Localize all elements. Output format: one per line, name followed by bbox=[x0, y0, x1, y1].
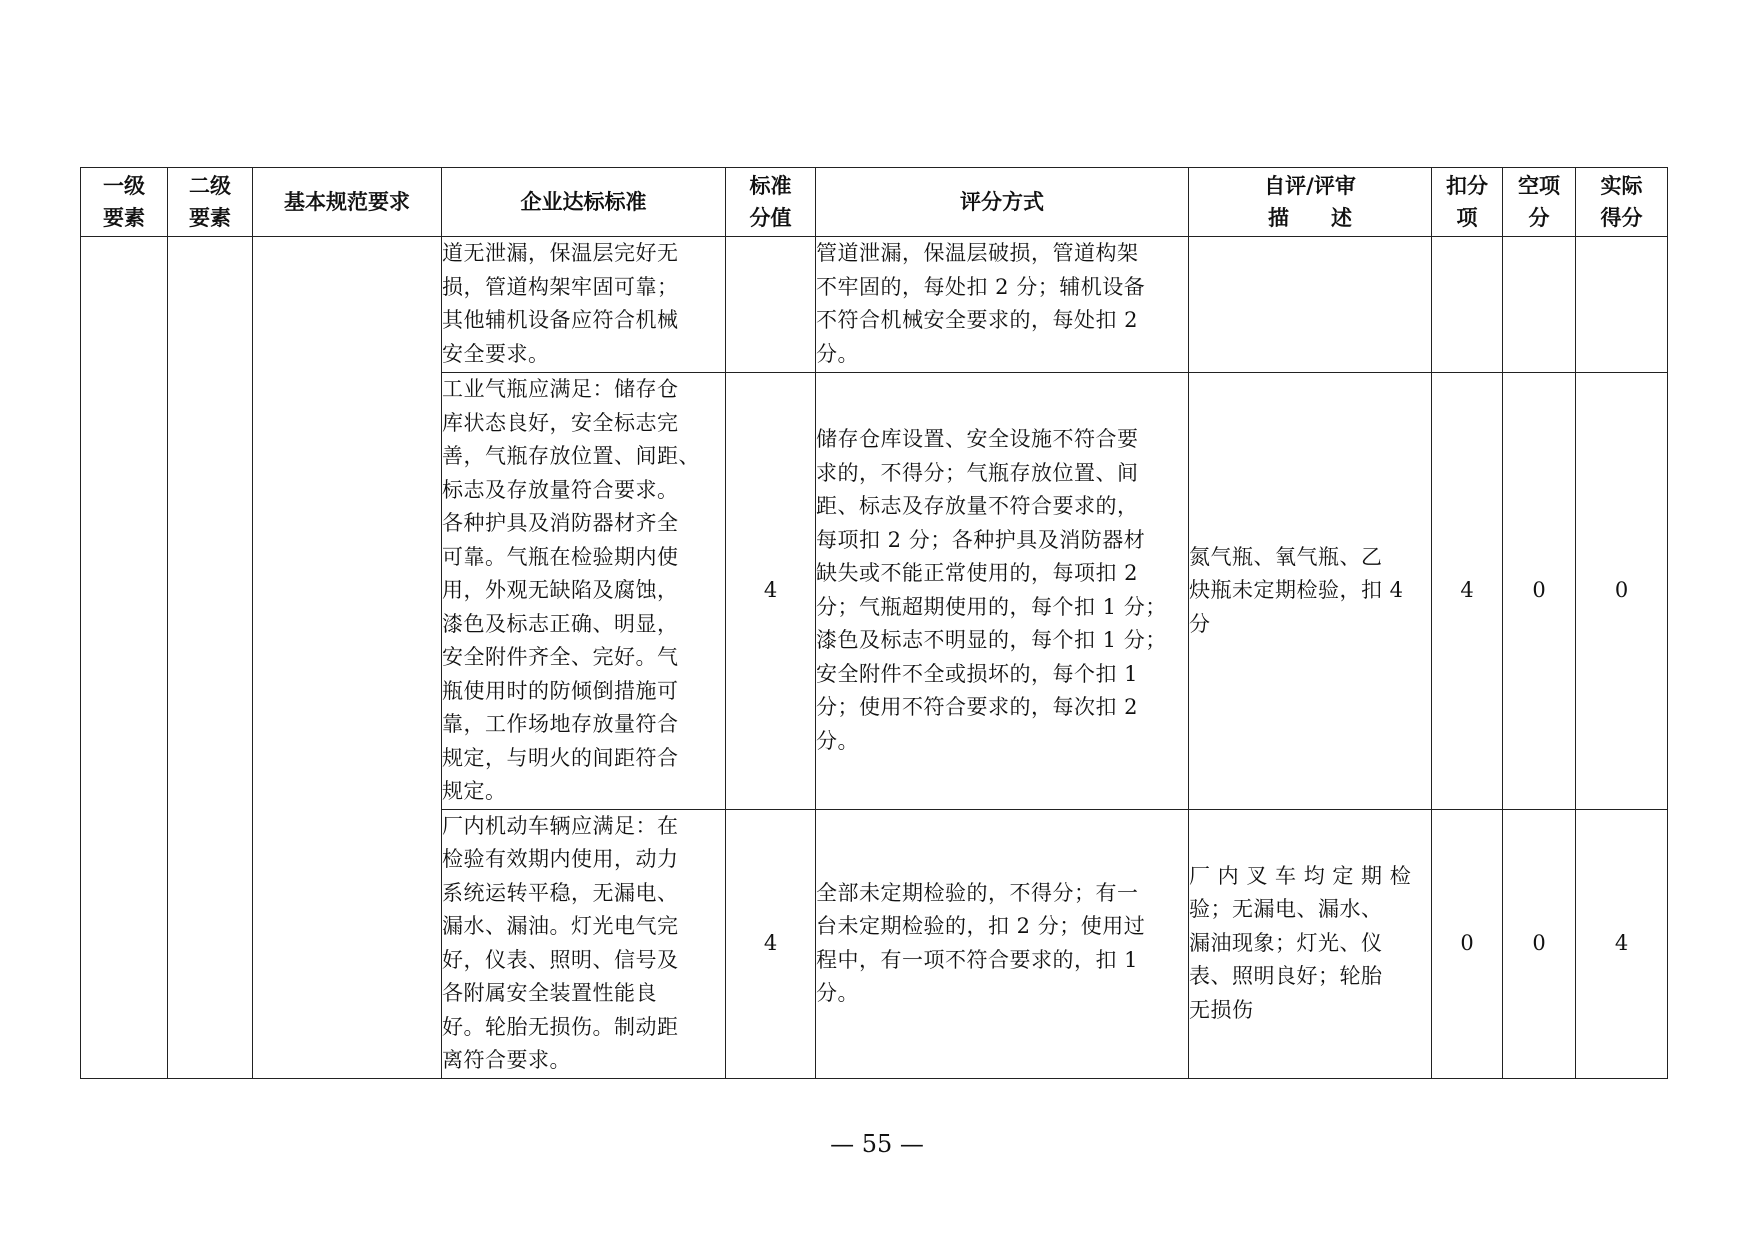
header-basic-requirement: 基本规范要求 bbox=[253, 168, 442, 237]
header-enterprise-standard: 企业达标标准 bbox=[442, 168, 726, 237]
enterprise-standard-cell: 道无泄漏，保温层完好无 损，管道构架牢固可靠； 其他辅机设备应符合机械 安全要求。 bbox=[442, 237, 726, 373]
evaluation-description-cell: 氮气瓶、氧气瓶、乙 炔瓶未定期检验，扣 4 分 bbox=[1189, 373, 1432, 810]
table-row bbox=[81, 237, 1668, 373]
standard-score-cell: 4 bbox=[726, 373, 816, 810]
header-standard-score: 标准 分值 bbox=[726, 168, 816, 237]
evaluation-description-cell bbox=[1189, 237, 1432, 373]
level1-element-cell bbox=[81, 237, 168, 1079]
empty-item-cell: 0 bbox=[1503, 809, 1576, 1078]
header-row bbox=[81, 168, 1668, 237]
basic-requirement-cell bbox=[253, 237, 442, 1079]
scoring-method-cell: 储存仓库设置、安全设施不符合要 求的，不得分；气瓶存放位置、间 距、标志及存放量不符合要求的， 每项扣 2 分；各种护具及消防器材 缺失或不能正常使用的，每项扣 2 分；气瓶超期使用的，每个扣 1 分； 漆色及标志不明显的，每个扣 1 分； 安全附件不全或损坏的，每个扣 1 分；使用不符合要求的，每次扣 2 分。 bbox=[816, 373, 1189, 810]
actual-score-cell bbox=[1576, 237, 1668, 373]
page-number: — 55 — bbox=[830, 1130, 924, 1158]
header-actual-score: 实际 得分 bbox=[1576, 168, 1668, 237]
standard-score-cell: 4 bbox=[726, 809, 816, 1078]
empty-item-cell bbox=[1503, 237, 1576, 373]
evaluation-description-cell: 厂 内 叉 车 均 定 期 检 验；无漏电、漏水、 漏油现象；灯光、仪 表、照明良好；轮胎 无损伤 bbox=[1189, 809, 1432, 1078]
scoring-method-cell: 管道泄漏，保温层破损，管道构架 不牢固的，每处扣 2 分；辅机设备 不符合机械安全要求的，每处扣 2 分。 bbox=[816, 237, 1189, 373]
actual-score-cell: 4 bbox=[1576, 809, 1668, 1078]
header-level2-element: 二级 要素 bbox=[168, 168, 253, 237]
header-empty-item-score: 空项 分 bbox=[1503, 168, 1576, 237]
deduction-cell: 0 bbox=[1432, 809, 1503, 1078]
header-evaluation-description: 自评/评审 描 述 bbox=[1189, 168, 1432, 237]
scoring-method-cell: 全部未定期检验的，不得分；有一 台未定期检验的，扣 2 分；使用过 程中，有一项不符合要求的，扣 1 分。 bbox=[816, 809, 1189, 1078]
enterprise-standard-cell: 厂内机动车辆应满足：在 检验有效期内使用，动力 系统运转平稳，无漏电、 漏水、漏油。灯光电气完 好，仪表、照明、信号及 各附属安全装置性能良 好。轮胎无损伤。制动距 离符合要求。 bbox=[442, 809, 726, 1078]
level2-element-cell bbox=[168, 237, 253, 1079]
header-level1-element: 一级 要素 bbox=[81, 168, 168, 237]
header-scoring-method: 评分方式 bbox=[816, 168, 1189, 237]
empty-item-cell: 0 bbox=[1503, 373, 1576, 810]
deduction-cell: 4 bbox=[1432, 373, 1503, 810]
evaluation-table bbox=[80, 167, 1668, 1079]
standard-score-cell bbox=[726, 237, 816, 373]
enterprise-standard-cell: 工业气瓶应满足：储存仓 库状态良好，安全标志完 善，气瓶存放位置、间距、 标志及存放量符合要求。 各种护具及消防器材齐全 可靠。气瓶在检验期内使 用，外观无缺陷及腐蚀， 漆色及标志正确、明显， 安全附件齐全、完好。气 瓶使用时的防倾倒措施可 靠，工作场地存放量符合 规定，与明火的间距符合 规定。 bbox=[442, 373, 726, 810]
actual-score-cell: 0 bbox=[1576, 373, 1668, 810]
header-deduction-item: 扣分 项 bbox=[1432, 168, 1503, 237]
deduction-cell bbox=[1432, 237, 1503, 373]
